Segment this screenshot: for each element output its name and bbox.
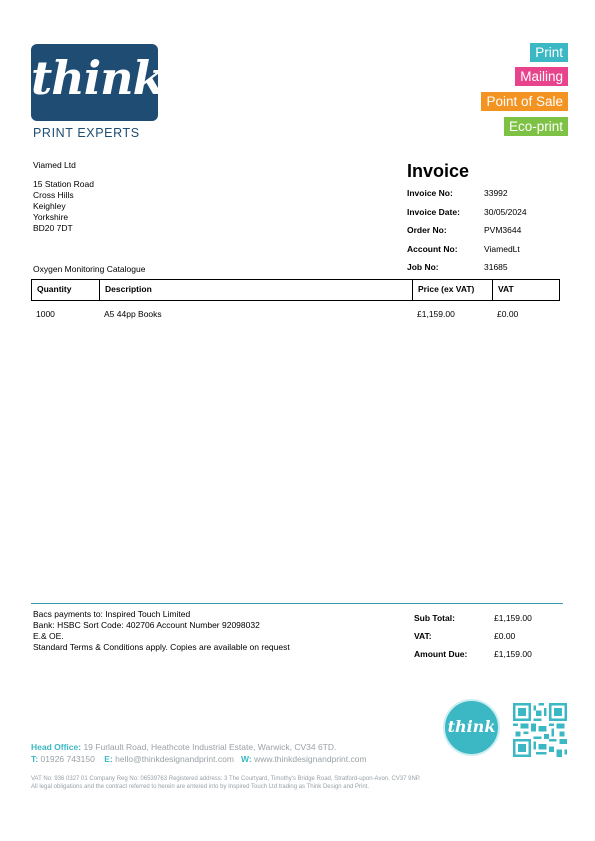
- office-contact-line: T: 01926 743150 E: hello@thinkdesignandprint.com W: www.thinkdesignandprint.com: [31, 754, 367, 764]
- address-line: Cross Hills: [33, 190, 74, 200]
- legal-line: VAT No: 936 0327 01 Company Reg No: 06539763 Registered address: 3 The Courtyard, Timothy's Bridge Road, Stratford-upon-Avon, CV37 9NP.: [31, 776, 421, 782]
- total-row-vat: VAT: £0.00: [414, 631, 516, 641]
- totals: [414, 613, 532, 667]
- customer-address: [33, 179, 94, 234]
- logo: [31, 44, 164, 121]
- total-row-subtotal: Sub Total: £1,159.00: [414, 613, 532, 623]
- qr-code-icon: [513, 703, 567, 757]
- payment-line: Bacs payments to: Inspired Touch Limited: [33, 609, 191, 619]
- payment-line: E.& OE.: [33, 631, 64, 641]
- address-line: BD20 7DT: [33, 223, 73, 233]
- table-row: [31, 309, 560, 319]
- total-row-amount-due: Amount Due: £1,159.00: [414, 649, 532, 659]
- payment-line: Standard Terms & Conditions apply. Copies are available on request: [33, 642, 290, 652]
- meta-row-invoice-no: Invoice No: 33992: [407, 188, 508, 198]
- office-address-line: Head Office: 19 Furlault Road, Heathcote Industrial Estate, Warwick, CV34 6TD.: [31, 742, 337, 752]
- tag-point-of-sale: Point of Sale: [481, 92, 568, 111]
- address-line: Keighley: [33, 201, 66, 211]
- tag-print: Print: [530, 43, 568, 62]
- header-price: Price (ex VAT): [413, 280, 493, 300]
- header-vat: VAT: [498, 284, 514, 294]
- office-info: [31, 741, 367, 765]
- phone-number: 01926 743150: [40, 754, 95, 764]
- table-header: [31, 279, 560, 301]
- meta-row-order-no: Order No: PVM3644: [407, 225, 522, 235]
- cell-quantity: 1000: [36, 309, 55, 319]
- badge-wordmark: think: [447, 717, 496, 736]
- cell-description: A5 44pp Books: [104, 309, 162, 319]
- eco-badge: [443, 699, 500, 756]
- email-link[interactable]: hello@thinkdesignandprint.com: [115, 754, 234, 764]
- tag-eco-print: Eco-print: [504, 117, 568, 136]
- header-quantity: Quantity: [32, 280, 100, 300]
- address-line: Yorkshire: [33, 212, 69, 222]
- logo-wordmark: think: [31, 51, 164, 105]
- footer-divider: [31, 603, 563, 604]
- header-description: Description: [100, 280, 413, 300]
- legal-text: [31, 775, 571, 791]
- tag-mailing: Mailing: [515, 67, 568, 86]
- customer-name: Viamed Ltd: [33, 160, 76, 170]
- cell-vat: £0.00: [497, 309, 519, 319]
- meta-row-job-no: Job No: 31685: [407, 262, 508, 272]
- payment-info: [33, 609, 290, 653]
- invoice-title: Invoice: [407, 161, 470, 181]
- address-line: 15 Station Road: [33, 179, 94, 189]
- invoice-meta: [407, 188, 527, 281]
- meta-row-invoice-date: Invoice Date: 30/05/2024: [407, 206, 527, 217]
- logo-subtitle: PRINT EXPERTS: [33, 126, 140, 140]
- meta-row-account-no: Account No: ViamedLt: [407, 243, 520, 254]
- website-link[interactable]: www.thinkdesignandprint.com: [254, 754, 367, 764]
- payment-line: Bank: HSBC Sort Code: 402706 Account Number 92098032: [33, 620, 260, 630]
- project-name: Oxygen Monitoring Catalogue: [33, 264, 146, 274]
- cell-price: £1,159.00: [417, 309, 455, 319]
- legal-line: All legal obligations and the contract referred to herein are entered into by Inspired Touch Ltd trading as Think Design and Print.: [31, 784, 369, 790]
